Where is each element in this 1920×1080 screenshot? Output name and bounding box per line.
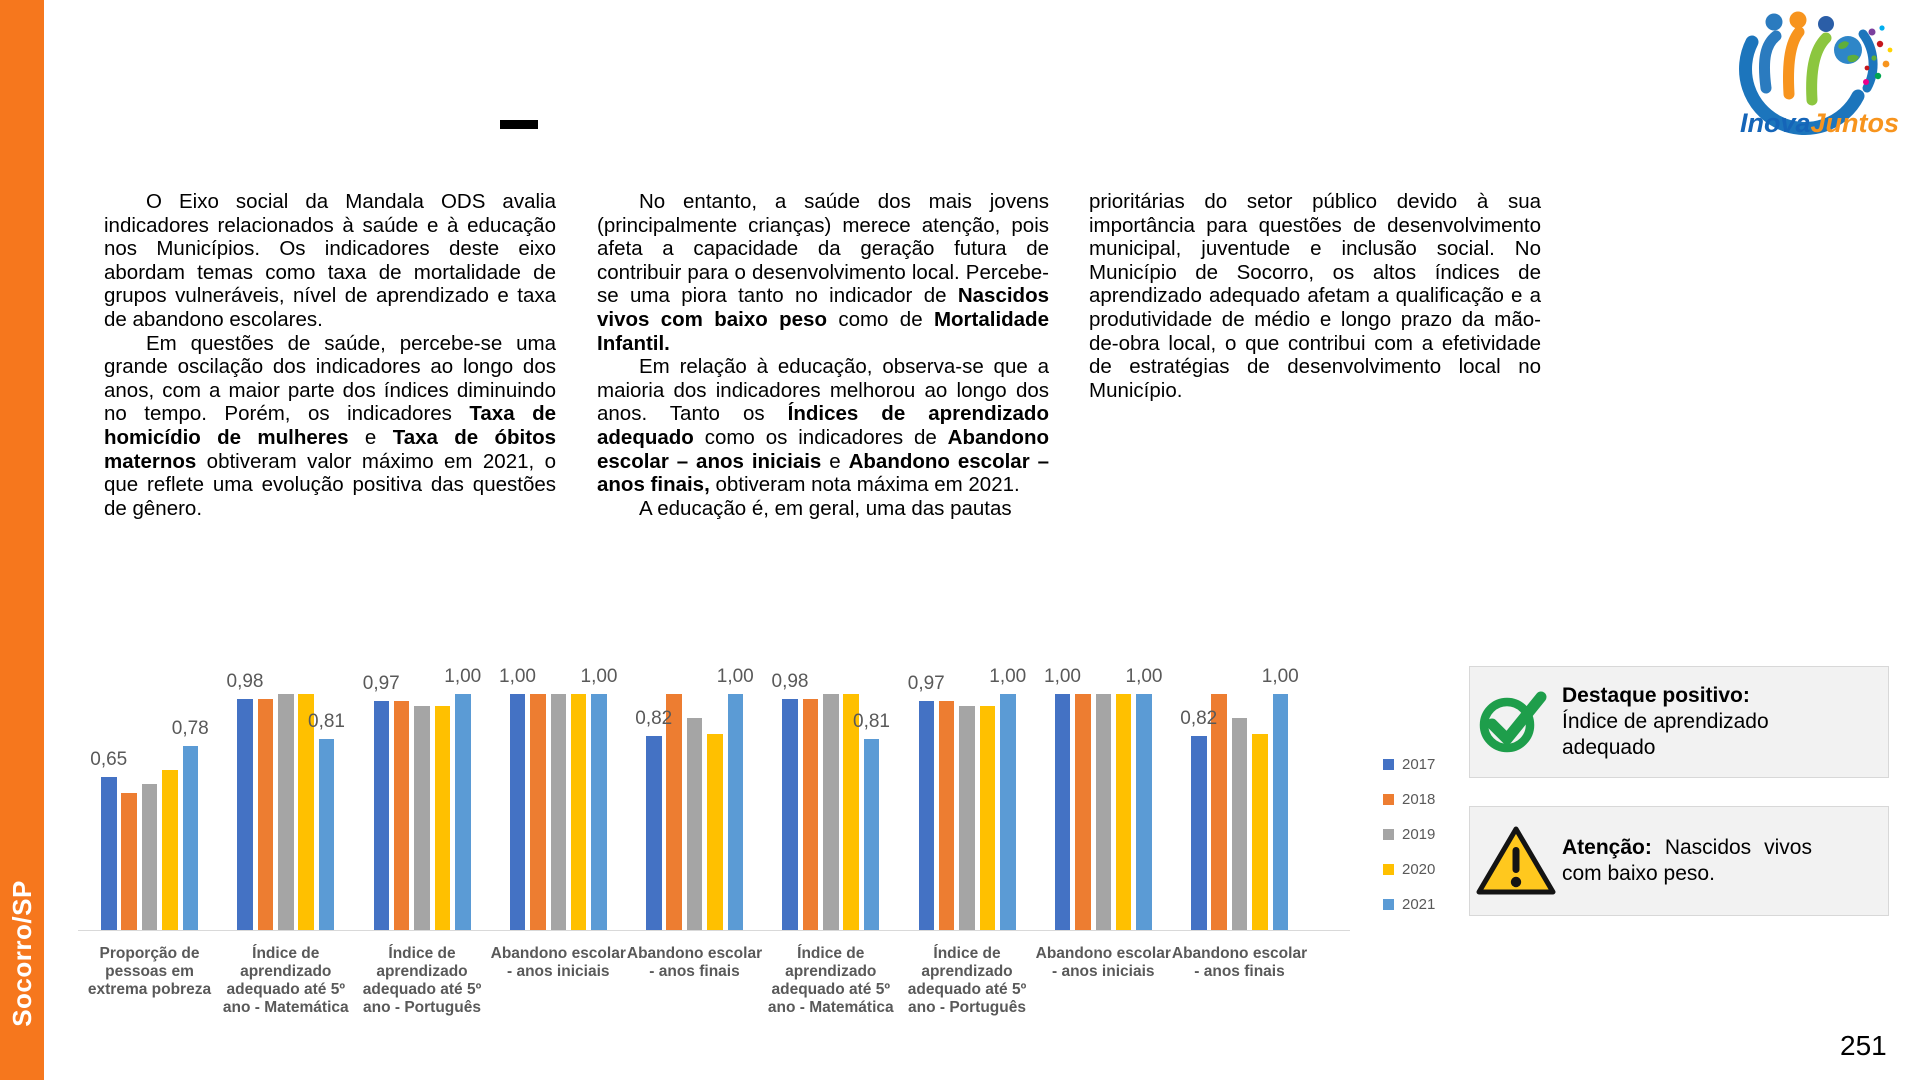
callout-positive-title: Destaque positivo: <box>1562 684 1750 707</box>
legend-swatch-icon <box>1383 864 1394 875</box>
category-label: Índice de aprendizado adequado até 5º ano - Matemática <box>222 945 349 1016</box>
legend-item-2017 <box>1383 756 1435 773</box>
bar-value-label: 1,00 <box>989 666 1027 687</box>
bar-2017-group5 <box>646 736 662 930</box>
bar-value-label: 0,81 <box>853 710 890 732</box>
bar-value-label: 0,82 <box>635 708 673 730</box>
bar-group-2 <box>222 670 349 1016</box>
bar-value-label: 1,00 <box>1125 666 1163 687</box>
bar-value-label: 0,65 <box>90 748 128 770</box>
category-label: Abandono escolar - anos iniciais <box>490 945 626 980</box>
bar-2018-group8 <box>1075 694 1091 930</box>
text-column-1 <box>104 190 556 520</box>
bar-2020-group5 <box>707 734 723 930</box>
bar-2017-group3 <box>374 701 390 930</box>
callout-positive-text <box>1562 683 1812 761</box>
logo-text-inova: Inova <box>1740 108 1811 138</box>
bar-2020-group8 <box>1116 694 1132 930</box>
callout-attention-title: Atenção: <box>1562 836 1652 859</box>
bar-2017-group4 <box>510 694 526 930</box>
svg-text:InovaJuntos <box>1740 108 1899 138</box>
paragraph: O Eixo social da Mandala ODS avalia indicadores relacionados à saúde e à educação nos Municípios. Os indicadores deste eixo abordam temas como taxa de mortalidade de grupos vulneráveis, nível de aprendizado e taxa de abandono escolares. <box>104 190 556 331</box>
legend-item-2018 <box>1383 791 1435 808</box>
bar-2018-group3 <box>394 701 410 930</box>
category-label: Índice de aprendizado adequado até 5º ano - Matemática <box>767 945 894 1016</box>
bar-2018-group4 <box>530 694 546 930</box>
category-label: Abandono escolar - anos iniciais <box>1035 945 1171 980</box>
bar-2021-group1 <box>183 746 199 930</box>
category-label: Proporção de pessoas em extrema pobreza <box>87 945 212 998</box>
bar-group-9 <box>1171 666 1308 980</box>
bar-2021-group9 <box>1273 694 1289 930</box>
bar-group-6 <box>767 670 894 1016</box>
bar-group-3 <box>362 666 482 1016</box>
bar-value-label: 1,00 <box>1261 666 1299 687</box>
bar-2021-group3 <box>455 694 471 930</box>
bar-2017-group9 <box>1191 736 1207 930</box>
category-label: Abandono escolar - anos finais <box>1171 945 1308 980</box>
bar-value-label: 1,00 <box>716 666 754 687</box>
bar-2019-group6 <box>823 694 839 930</box>
bar-2020-group4 <box>571 694 587 930</box>
bar-group-7 <box>907 666 1027 1016</box>
bar-value-label: 1,00 <box>444 666 482 687</box>
municipality-label-wrap <box>0 838 44 1068</box>
paragraph: prioritárias do setor público devido à sua importância para questões de desenvolvimento municipal, juventude e inclusão social. No Município de Socorro, os altos índices de aprendizado adequado afetam a qualificação e a produtividade de médio e longo prazo da mão-de-obra local, o que contribui com a efetividade de estratégias de desenvolvimento local no Município. <box>1089 190 1541 402</box>
bar-2018-group6 <box>803 699 819 930</box>
legend-item-2021 <box>1383 896 1435 913</box>
bar-2021-group6 <box>864 739 880 930</box>
legend-label: 2017 <box>1402 756 1436 773</box>
legend-label: 2019 <box>1402 826 1436 843</box>
bar-group-8 <box>1035 666 1171 980</box>
callout-positive-body: Índice de aprendizado adequado <box>1562 710 1769 759</box>
bar-2017-group6 <box>782 699 798 930</box>
bar-group-5 <box>626 666 763 980</box>
legend-item-2019 <box>1383 826 1435 843</box>
legend-label: 2021 <box>1402 896 1436 913</box>
bar-2018-group1 <box>121 793 137 930</box>
bar-value-label: 1,00 <box>499 666 536 687</box>
callout-attention-body: Nascidos vivos com baixo peso. <box>1562 836 1812 885</box>
paragraph: Em relação à educação, observa-se que a maioria dos indicadores melhorou ao longo dos anos. Tanto os Índices de aprendizado adequado como os indicadores de Abandono escolar – anos iniciais e Abandono escolar – anos finais, obtiveram nota máxima em 2021. <box>597 355 1050 497</box>
bar-value-label: 0,82 <box>1180 708 1218 730</box>
inovajuntos-logo-graphic <box>1736 6 1900 138</box>
bar-2019-group5 <box>687 718 703 930</box>
legend-swatch-icon <box>1383 829 1394 840</box>
logo-text-juntos: Juntos <box>1810 108 1900 138</box>
municipality-label: Socorro/SP <box>6 879 37 1027</box>
category-label: Abandono escolar - anos finais <box>626 945 763 980</box>
bar-value-label: 0,98 <box>226 670 264 692</box>
callout-positive-highlight <box>1469 666 1889 778</box>
bar-2019-group4 <box>551 694 567 930</box>
bar-value-label: 0,78 <box>171 717 209 739</box>
bar-2019-group9 <box>1232 718 1248 930</box>
bar-2017-group1 <box>101 777 117 930</box>
bar-2020-group1 <box>162 770 178 930</box>
bar-value-label: 1,00 <box>580 666 618 687</box>
bar-2019-group8 <box>1096 694 1112 930</box>
callout-attention-text <box>1562 835 1812 887</box>
legend-item-2020 <box>1383 861 1435 878</box>
category-label: Índice de aprendizado adequado até 5º ano - Português <box>362 945 482 1016</box>
legend-swatch-icon <box>1383 759 1394 770</box>
bar-value-label: 0,98 <box>771 670 809 692</box>
bar-group-4 <box>490 666 626 980</box>
paragraph: No entanto, a saúde dos mais jovens (principalmente crianças) merece atenção, pois afeta a capacidade da geração futura de contribuir para o desenvolvimento local. Percebe-se uma piora tanto no indicador de Nascidos vivos com baixo peso como de Mortalidade Infantil. <box>597 190 1049 355</box>
inovajuntos-logo <box>1736 6 1900 138</box>
chart-x-axis-line <box>78 930 1350 931</box>
bar-2020-group7 <box>980 706 996 930</box>
check-circle-icon <box>1470 689 1562 755</box>
bar-2021-group2 <box>319 739 335 930</box>
callout-attention <box>1469 806 1889 916</box>
warning-triangle-icon <box>1470 822 1562 900</box>
bar-2017-group7 <box>919 701 935 930</box>
chart-legend <box>1383 756 1435 931</box>
bar-chart-plot-area <box>87 666 1308 1016</box>
bar-2019-group3 <box>414 706 430 930</box>
bar-value-label: 0,97 <box>907 673 945 695</box>
text-column-3 <box>1089 190 1541 402</box>
bar-2019-group2 <box>278 694 294 930</box>
bar-value-label: 0,81 <box>308 710 345 732</box>
bar-2021-group4 <box>591 694 607 930</box>
bar-2021-group8 <box>1136 694 1152 930</box>
legend-swatch-icon <box>1383 794 1394 805</box>
page-number: 251 <box>1840 1030 1887 1061</box>
paragraph: Em questões de saúde, percebe-se uma grande oscilação dos indicadores ao longo dos anos, com a maior parte dos índices diminuindo no tempo. Porém, os indicadores Taxa de homicídio de mulheres e Taxa de óbitos maternos obtiveram valor máximo em 2021, o que reflete uma evolução positiva das questões de gênero. <box>104 331 556 520</box>
legend-swatch-icon <box>1383 899 1394 910</box>
title-dash <box>500 120 538 129</box>
bar-2019-group7 <box>959 706 975 930</box>
bar-2020-group9 <box>1252 734 1268 930</box>
bar-2017-group8 <box>1055 694 1071 930</box>
paragraph: A educação é, em geral, uma das pautas <box>639 496 1012 520</box>
bar-2021-group7 <box>1000 694 1016 930</box>
bar-value-label: 0,97 <box>362 673 400 695</box>
bar-2018-group2 <box>258 699 274 930</box>
bar-2018-group7 <box>939 701 955 930</box>
bar-2020-group3 <box>435 706 451 930</box>
bar-2021-group5 <box>728 694 744 930</box>
bar-group-1 <box>87 694 212 998</box>
text-column-2 <box>597 190 1049 520</box>
bar-2019-group1 <box>142 784 158 930</box>
legend-label: 2018 <box>1402 791 1436 808</box>
legend-label: 2020 <box>1402 861 1436 878</box>
bar-value-label: 1,00 <box>1044 666 1081 687</box>
bar-2017-group2 <box>237 699 253 930</box>
category-label: Índice de aprendizado adequado até 5º ano - Português <box>907 945 1027 1016</box>
